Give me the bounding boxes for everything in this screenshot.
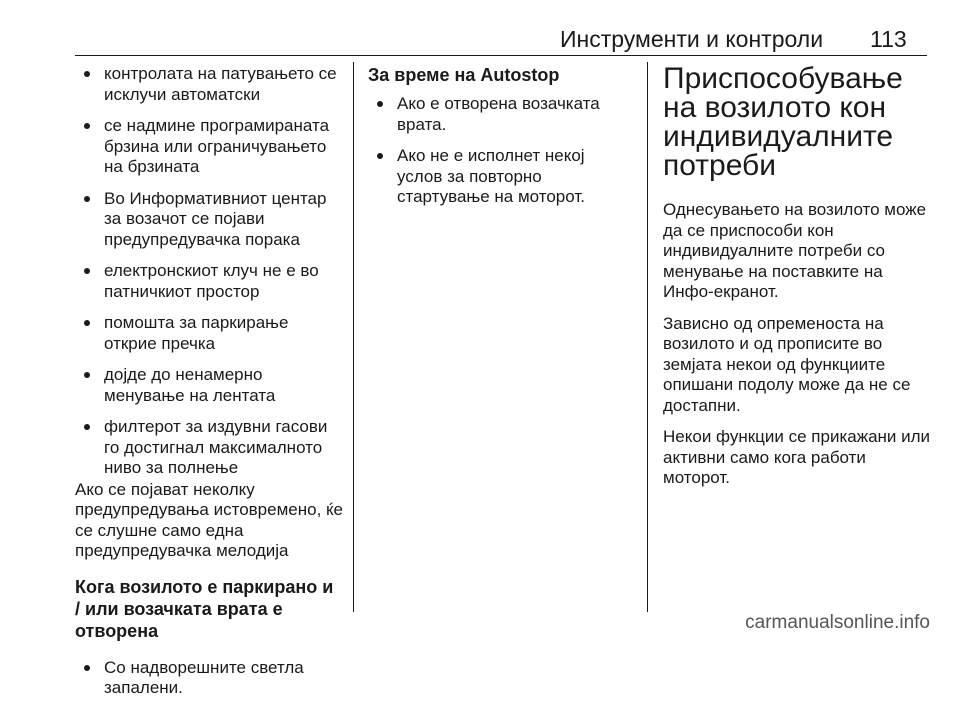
column-2 [368,64,634,219]
page-number: 113 [870,26,907,52]
list-item: Ако е отворена возачката врата. [368,94,634,135]
list-item: контролата на патувањето се исклучи автоматски [75,64,343,105]
list-item: се надмине програмираната брзина или ограничувањето на брзината [75,116,343,178]
section-title: Приспособување на возилото кон индивидуалните потреби [663,62,903,182]
list-item: помошта за паркирање открие пречка [75,313,343,354]
body-paragraph: Некои функции се прикажани или активни само кога работи моторот. [663,427,931,487]
list-item: дојде до ненамерно менување на лентата [75,365,343,406]
list-item: Ако не е исполнет некој услов за повторно стартување на моторот. [368,146,634,208]
column-divider-2 [647,62,648,612]
bullet-list-parked [75,658,343,699]
header-rule [75,55,927,56]
bullet-list-conditions [75,64,343,479]
body-paragraph: Зависно од опременоста на возилото и од прописите во земјата некои од функциите опишани подолу може да не се достапни. [663,313,911,415]
subheading-parked: Кога возилото е паркирано и / или возачката врата е отворена [75,576,334,641]
list-item: филтерот за издувни гасови го достигнал максималното ниво за полнење [75,417,343,479]
body-paragraph: Ако се појават неколку предупредувања истовремено, ќе се слушне само една предупредувачка мелодија [75,479,343,560]
bullet-list-autostop [368,94,634,208]
list-item: Со надворешните светла запалени. [75,658,343,699]
header-title: Инструменти и контроли [560,26,824,52]
list-item: Во Информативниот центар за возачот се појави предупредувачка порака [75,189,343,251]
subheading-autostop: За време на Autostop [368,65,560,85]
column-3 [663,64,931,500]
column-1 [75,64,343,710]
watermark-text: carmanualsonline.info [745,612,930,633]
list-item: електронскиот клуч не е во патничкиот простор [75,261,343,302]
column-divider-1 [353,62,354,612]
body-paragraph: Однесувањето на возилото може да се приспособи кон индивидуалните потреби со менување на поставките на Инфо-екранот. [663,200,927,301]
